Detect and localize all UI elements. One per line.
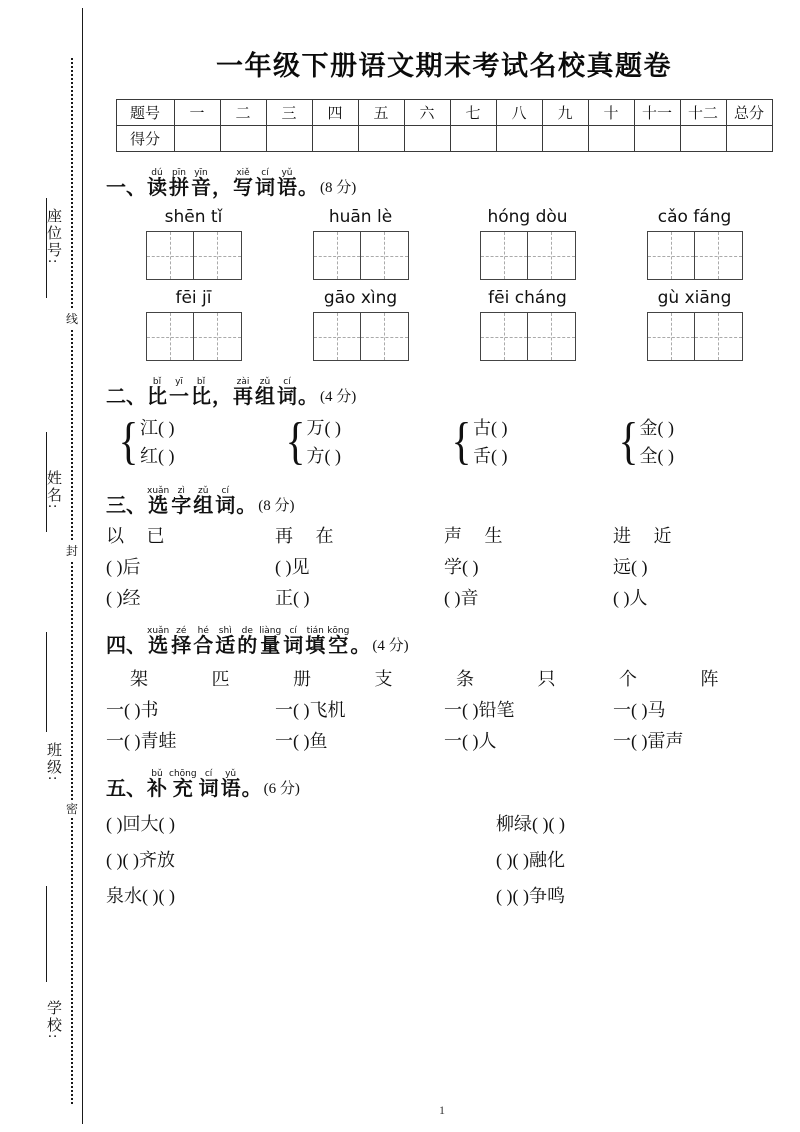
blank-item[interactable]: ( )回大( )	[106, 814, 175, 834]
score-table-col-10: 十	[588, 100, 634, 126]
section-1-period: 。	[298, 177, 318, 199]
blank-item[interactable]: ( )后	[106, 557, 141, 577]
brace-icon: {	[617, 413, 638, 470]
pinyin-du: dú	[151, 168, 163, 178]
tianzige-item	[277, 288, 444, 361]
brace-icon: {	[451, 413, 472, 470]
char-xie: 写	[233, 177, 253, 199]
tianzige-cell[interactable]	[648, 232, 695, 279]
section-1-number: 一、	[106, 177, 146, 199]
score-table-col-4: 四	[312, 100, 358, 126]
score-cell-12[interactable]	[680, 126, 726, 152]
tianzige-pinyin: shēn tǐ	[164, 207, 223, 227]
section-1-comma: ，	[212, 177, 232, 199]
page-number: 1	[439, 1103, 445, 1117]
brace-line[interactable]: 江( )	[139, 418, 175, 438]
section-2-groups	[106, 414, 782, 470]
char-ci-4: 词	[283, 635, 304, 657]
tianzige-cell[interactable]	[361, 232, 408, 279]
section-4-measure-word-bank	[106, 665, 782, 691]
score-table-row-label-score: 得分	[116, 126, 174, 152]
score-table	[116, 99, 773, 152]
tianzige-cell[interactable]	[695, 232, 742, 279]
section-2-title-part1	[146, 377, 212, 408]
seat-number-field-label: 座位号:	[45, 208, 61, 266]
seal-char-mi: 密	[63, 800, 81, 818]
char-bu: 补	[147, 778, 167, 800]
tianzige-cell[interactable]	[648, 313, 695, 360]
blank-item[interactable]: 正( )	[275, 588, 310, 608]
score-cell-2[interactable]	[220, 126, 266, 152]
brace-icon: {	[118, 413, 139, 470]
section-5-row-1	[106, 812, 782, 836]
score-cell-6[interactable]	[404, 126, 450, 152]
class-blank-rule[interactable]	[46, 632, 47, 732]
score-table-col-6: 六	[404, 100, 450, 126]
tianzige-pinyin: fēi jī	[175, 288, 212, 308]
tianzige-pinyin: gāo xìng	[323, 288, 398, 308]
blank-item[interactable]: ( )( )融化	[496, 850, 565, 870]
tianzige-cell[interactable]	[147, 313, 194, 360]
score-cell-1[interactable]	[174, 126, 220, 152]
page-title: 一年级下册语文期末考试名校真题卷	[216, 51, 672, 81]
score-cell-4[interactable]	[312, 126, 358, 152]
pinyin-ci-3: cí	[221, 486, 229, 496]
tianzige-grid[interactable]	[480, 312, 576, 361]
brace-line[interactable]: 古( )	[472, 418, 508, 438]
pinyin-liang: liàng	[259, 626, 282, 636]
pinyin-zai: zài	[236, 377, 250, 387]
section-3-items-row-2	[106, 586, 782, 610]
section-3-period: 。	[236, 495, 257, 517]
score-table-row-label-question: 题号	[116, 100, 174, 126]
char-chong: 充	[172, 778, 193, 800]
score-table-col-total: 总分	[726, 100, 772, 126]
blank-item[interactable]: 学( )	[444, 557, 479, 577]
pinyin-de: de	[241, 626, 253, 636]
pinyin-ze: zé	[176, 626, 187, 636]
blank-item[interactable]: ( )( )齐放	[106, 850, 175, 870]
pinyin-zu: zǔ	[259, 377, 271, 387]
pinyin-bi: bǐ	[152, 377, 162, 387]
char-yu: 语	[277, 177, 297, 199]
pinyin-bu: bǔ	[151, 769, 163, 779]
seal-margin-area	[0, 0, 84, 1132]
blank-item[interactable]: 一( )鱼	[275, 731, 328, 751]
tianzige-cell[interactable]	[314, 313, 361, 360]
seal-char-feng: 封	[63, 542, 81, 560]
char-yu-2: 语	[220, 778, 241, 800]
tianzige-grid[interactable]	[146, 312, 242, 361]
section-2-score: (4 分)	[320, 389, 357, 405]
tianzige-item	[444, 207, 611, 280]
section-4-items-row-1	[106, 698, 782, 722]
tianzige-grid[interactable]	[313, 231, 409, 280]
score-cell-total[interactable]	[726, 126, 772, 152]
section-1-title-part1	[146, 168, 212, 199]
char-zi: 字	[171, 495, 192, 517]
tianzige-grid[interactable]	[313, 312, 409, 361]
pinyin-xuan-2: xuǎn	[147, 626, 170, 636]
tianzige-cell[interactable]	[194, 232, 241, 279]
section-4-score: (4 分)	[372, 638, 409, 654]
section-5-row-3	[106, 884, 782, 908]
section-5-row-2	[106, 848, 782, 872]
margin-border-line	[82, 8, 83, 1124]
score-cell-8[interactable]	[496, 126, 542, 152]
char-yin: 音	[191, 177, 211, 199]
tianzige-pinyin: hóng dòu	[487, 207, 568, 227]
seal-dotted-line	[71, 58, 73, 1104]
section-5-heading	[106, 769, 782, 800]
char-xuan: 选	[148, 495, 169, 517]
section-1-heading	[106, 168, 782, 199]
blank-item[interactable]: ( )音	[444, 588, 479, 608]
blank-item[interactable]: 一( )书	[106, 700, 159, 720]
brace-line[interactable]: 全( )	[639, 446, 674, 466]
section-1-score: (8 分)	[320, 180, 357, 196]
section-3-title	[146, 486, 236, 517]
char-bi-2: 比	[191, 386, 211, 408]
measure-word: 册	[293, 669, 311, 689]
measure-word: 匹	[211, 669, 230, 689]
choice-pair: 再 在	[275, 526, 343, 546]
pinyin-tian: tián	[306, 626, 324, 636]
pinyin-zu-2: zǔ	[198, 486, 209, 496]
measure-word: 只	[537, 669, 556, 689]
school-field-label: 学校:	[45, 1000, 61, 1041]
tianzige-pinyin: huān lè	[328, 207, 393, 227]
tianzige-pinyin: cǎo fáng	[657, 207, 732, 227]
school-blank-rule[interactable]	[46, 886, 47, 982]
char-kong: 空	[328, 635, 349, 657]
blank-item[interactable]: ( )见	[275, 557, 310, 577]
char-xuan-2: 选	[148, 635, 169, 657]
section-3-items-row-1	[106, 555, 782, 579]
score-table-col-1: 一	[174, 100, 220, 126]
tianzige-cell[interactable]	[528, 232, 575, 279]
section-5-score: (6 分)	[263, 781, 300, 797]
brace-group	[616, 414, 783, 470]
blank-item[interactable]: ( )经	[106, 588, 141, 608]
tianzige-pinyin: fēi cháng	[488, 288, 567, 308]
section-3-score: (8 分)	[258, 498, 295, 514]
blank-item[interactable]: 一( )马	[613, 700, 666, 720]
pinyin-ci-5: cí	[204, 769, 213, 779]
brace-group	[449, 414, 616, 470]
blank-item[interactable]: 远( )	[613, 557, 648, 577]
char-zu-2: 组	[193, 495, 214, 517]
pinyin-ci: cí	[261, 168, 269, 178]
score-cell-11[interactable]	[634, 126, 680, 152]
section-2-heading	[106, 377, 782, 408]
section-2-period: 。	[298, 386, 318, 408]
tianzige-cell[interactable]	[695, 313, 742, 360]
section-3-heading	[106, 486, 782, 517]
section-1-title-part2	[232, 168, 298, 199]
brace-line[interactable]: 金( )	[639, 418, 674, 438]
section-4-title	[146, 626, 350, 657]
measure-word: 个	[619, 669, 637, 689]
section-1-row-1	[106, 207, 782, 280]
score-table-col-9: 九	[542, 100, 588, 126]
char-yi: 一	[169, 386, 189, 408]
tianzige-cell[interactable]	[481, 313, 528, 360]
char-ze: 择	[171, 635, 192, 657]
section-5-title	[146, 769, 242, 800]
measure-word: 支	[374, 669, 393, 689]
section-2-number: 二、	[106, 386, 146, 408]
char-liang: 量	[260, 635, 281, 657]
tianzige-pinyin: gù xiāng	[657, 288, 732, 308]
score-table-col-11: 十一	[634, 100, 680, 126]
char-du: 读	[147, 177, 167, 199]
pinyin-xie: xiě	[236, 168, 250, 178]
score-table-header-row	[116, 100, 772, 126]
section-4-number: 四、	[106, 635, 146, 657]
char-de: 的	[237, 635, 258, 657]
brace-group	[283, 414, 450, 470]
char-ci-2: 词	[277, 386, 297, 408]
pinyin-xuan: xuǎn	[147, 486, 170, 496]
char-bi: 比	[147, 386, 167, 408]
tianzige-item	[611, 207, 778, 280]
section-5-period: 。	[241, 778, 262, 800]
score-cell-9[interactable]	[542, 126, 588, 152]
char-tian: 填	[305, 635, 326, 657]
blank-item[interactable]: 一( )人	[444, 731, 497, 751]
score-table-col-7: 七	[450, 100, 496, 126]
tianzige-item	[611, 288, 778, 361]
measure-word: 架	[130, 669, 148, 689]
blank-item[interactable]: 泉水( )( )	[106, 886, 175, 906]
class-field-label: 班级:	[45, 742, 61, 783]
section-4-items-row-2	[106, 729, 782, 753]
section-3-number: 三、	[106, 495, 146, 517]
score-table-col-12: 十二	[680, 100, 726, 126]
tianzige-item	[277, 207, 444, 280]
pinyin-zi: zì	[177, 486, 185, 496]
char-shi: 适	[215, 635, 236, 657]
char-pin: 拼	[169, 177, 189, 199]
pinyin-pin: pīn	[172, 168, 186, 178]
char-ci-5: 词	[198, 778, 219, 800]
pinyin-kong: kōng	[327, 626, 350, 636]
section-5-number: 五、	[106, 778, 146, 800]
tianzige-cell[interactable]	[481, 232, 528, 279]
char-zu: 组	[255, 386, 275, 408]
measure-word: 阵	[700, 669, 719, 689]
pinyin-chong: chōng	[169, 769, 197, 779]
score-table-score-row	[116, 126, 772, 152]
name-field-label: 姓名:	[45, 470, 61, 511]
pinyin-yin: yīn	[194, 168, 208, 178]
brace-icon: {	[284, 413, 305, 470]
blank-item[interactable]: 柳绿( )( )	[496, 814, 565, 834]
tianzige-cell[interactable]	[361, 313, 408, 360]
tianzige-item	[110, 288, 277, 361]
pinyin-bi-2: bǐ	[196, 377, 206, 387]
pinyin-ci-2: cí	[283, 377, 291, 387]
pinyin-ci-4: cí	[289, 626, 297, 636]
score-cell-5[interactable]	[358, 126, 404, 152]
pinyin-he: hé	[197, 626, 209, 636]
blank-item[interactable]: 一( )飞机	[275, 700, 346, 720]
score-cell-10[interactable]	[588, 126, 634, 152]
section-4-period: 。	[350, 635, 371, 657]
tianzige-cell[interactable]	[147, 232, 194, 279]
score-cell-3[interactable]	[266, 126, 312, 152]
choice-pair: 声 生	[444, 526, 512, 546]
seal-char-xian: 线	[63, 310, 81, 328]
blank-item[interactable]: 一( )雷声	[613, 731, 684, 751]
pinyin-yu: yǔ	[281, 168, 293, 178]
tianzige-grid[interactable]	[647, 312, 743, 361]
tianzige-cell[interactable]	[528, 313, 575, 360]
char-he: 合	[193, 635, 214, 657]
pinyin-yu-2: yǔ	[225, 769, 237, 779]
section-1-row-2	[106, 288, 782, 361]
pinyin-yi: yī	[175, 377, 183, 387]
blank-item[interactable]: ( )( )争鸣	[496, 886, 565, 906]
brace-line[interactable]: 万( )	[306, 418, 341, 438]
tianzige-cell[interactable]	[314, 232, 361, 279]
pinyin-shi: shì	[218, 626, 232, 636]
section-2-comma: ，	[212, 386, 232, 408]
tianzige-item	[444, 288, 611, 361]
section-4-heading	[106, 626, 782, 657]
score-table-col-2: 二	[220, 100, 266, 126]
section-2-title-part2	[232, 377, 298, 408]
measure-word: 条	[456, 669, 474, 689]
blank-item[interactable]: 一( )青蛙	[106, 731, 177, 751]
brace-line[interactable]: 舌( )	[472, 446, 508, 466]
exam-sheet	[84, 0, 800, 1132]
score-cell-7[interactable]	[450, 126, 496, 152]
char-ci-3: 词	[215, 495, 236, 517]
score-table-col-3: 三	[266, 100, 312, 126]
section-3-choice-row	[106, 524, 782, 548]
tianzige-grid[interactable]	[146, 231, 242, 280]
char-ci: 词	[255, 177, 275, 199]
char-zai: 再	[233, 386, 253, 408]
blank-item[interactable]: 一( )铅笔	[444, 700, 515, 720]
tianzige-item	[110, 207, 277, 280]
tianzige-grid[interactable]	[647, 231, 743, 280]
choice-pair: 进 近	[613, 526, 681, 546]
brace-line[interactable]: 红( )	[139, 446, 175, 466]
tianzige-cell[interactable]	[194, 313, 241, 360]
choice-pair: 以 已	[106, 526, 174, 546]
tianzige-grid[interactable]	[480, 231, 576, 280]
score-table-col-8: 八	[496, 100, 542, 126]
brace-line[interactable]: 方( )	[306, 446, 341, 466]
score-table-col-5: 五	[358, 100, 404, 126]
blank-item[interactable]: ( )人	[613, 588, 648, 608]
brace-group	[116, 414, 283, 470]
